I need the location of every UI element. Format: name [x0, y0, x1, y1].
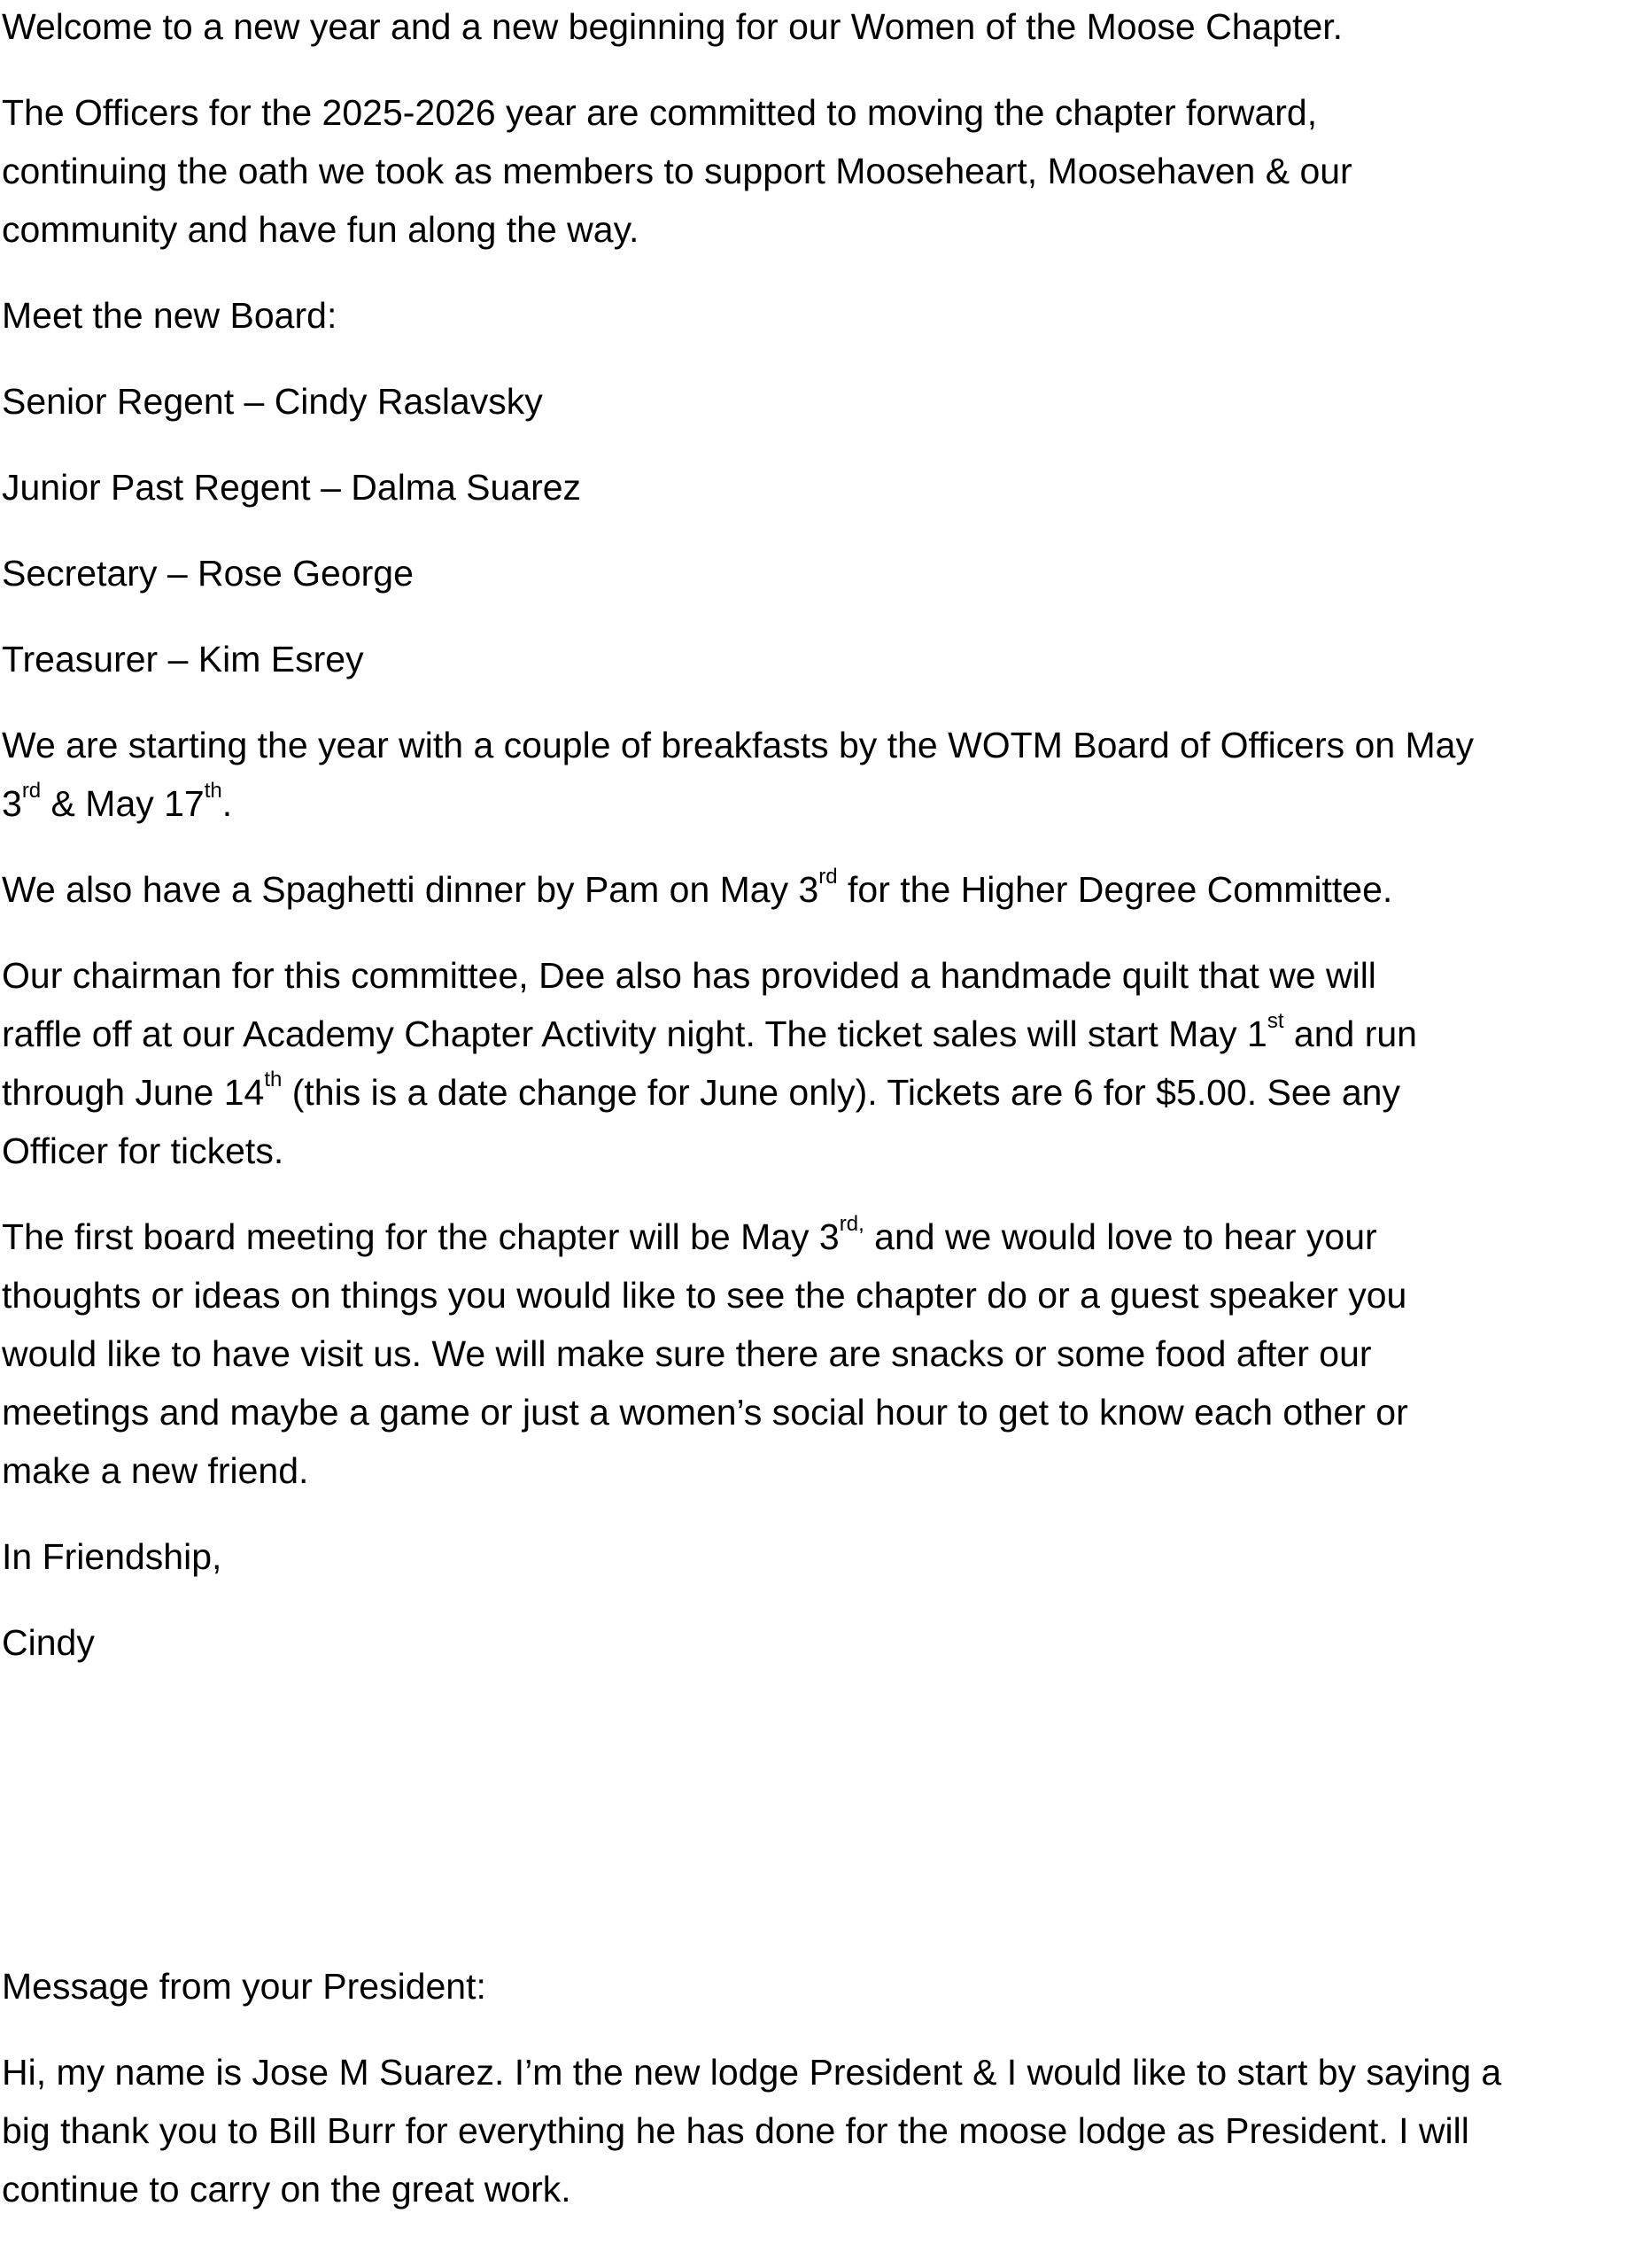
text-run: and run	[1283, 1014, 1417, 1054]
text-run: & May 17	[41, 783, 205, 824]
text-run: We also have a Spaghetti dinner by Pam on May 3	[2, 869, 819, 910]
breakfasts-paragraph-line: We are starting the year with a couple of breakfasts by the WOTM Board of Officers on May	[2, 725, 1474, 765]
quilt-paragraph-line	[2, 1009, 1417, 1055]
board-member-junior-past-regent: Junior Past Regent – Dalma Suarez	[2, 467, 582, 508]
officers-paragraph-line: The Officers for the 2025-2026 year are committed to moving the chapter forward,	[2, 92, 1318, 133]
officers-paragraph-line: community and have fun along the way.	[2, 209, 639, 250]
board-meeting-paragraph-line: thoughts or ideas on things you would like to see the chapter do or a guest speaker you	[2, 1275, 1407, 1316]
intro-paragraph: Welcome to a new year and a new beginning for our Women of the Moose Chapter.	[2, 6, 1344, 47]
closing: In Friendship,	[2, 1536, 222, 1577]
ordinal-suffix: rd,	[839, 1212, 864, 1237]
text-run: (this is a date change for June only). Tickets are 6 for $5.00. See any	[282, 1072, 1400, 1113]
board-meeting-paragraph-line: would like to have visit us. We will make sure there are snacks or some food after our	[2, 1333, 1372, 1374]
president-message-line: Hi, my name is Jose M Suarez. I’m the new lodge President & I would like to start by saying a	[2, 2052, 1502, 2093]
quilt-paragraph-line	[2, 1068, 1400, 1114]
board-meeting-paragraph-line: make a new friend.	[2, 1450, 309, 1491]
text-run: for the Higher Degree Committee.	[837, 869, 1393, 910]
text-run: through June 14	[2, 1072, 265, 1113]
ordinal-suffix: th	[204, 779, 222, 804]
president-message-line: continue to carry on the great work.	[2, 2169, 571, 2210]
text-run: The first board meeting for the chapter will be May 3	[2, 1216, 840, 1257]
ordinal-suffix: th	[264, 1068, 283, 1092]
officers-paragraph-line: continuing the oath we took as members to support Mooseheart, Moosehaven & our	[2, 151, 1352, 191]
text-run: .	[221, 783, 233, 824]
text-run: and we would love to hear your	[864, 1216, 1377, 1257]
president-heading: Message from your President:	[2, 1966, 486, 2007]
ordinal-suffix: st	[1267, 1009, 1284, 1034]
board-meeting-paragraph-line	[2, 1212, 1377, 1258]
president-message-line: big thank you to Bill Burr for everything he has done for the moose lodge as President. I will	[2, 2110, 1469, 2151]
board-heading: Meet the new Board:	[2, 295, 337, 336]
ordinal-suffix: rd	[818, 865, 838, 889]
quilt-paragraph-line: Our chairman for this committee, Dee also has provided a handmade quilt that we will	[2, 955, 1376, 996]
board-meeting-paragraph-line: meetings and maybe a game or just a women’s social hour to get to know each other or	[2, 1392, 1408, 1433]
text-run: 3	[2, 783, 22, 824]
board-member-senior-regent: Senior Regent – Cindy Raslavsky	[2, 381, 543, 422]
text-run: raffle off at our Academy Chapter Activity night. The ticket sales will start May 1	[2, 1014, 1267, 1054]
signature: Cindy	[2, 1622, 95, 1663]
board-member-treasurer: Treasurer – Kim Esrey	[2, 639, 364, 680]
board-member-secretary: Secretary – Rose George	[2, 553, 414, 594]
spaghetti-paragraph	[2, 865, 1393, 911]
ordinal-suffix: rd	[21, 779, 42, 804]
quilt-paragraph-line: Officer for tickets.	[2, 1130, 284, 1171]
breakfasts-paragraph-line	[2, 779, 233, 825]
